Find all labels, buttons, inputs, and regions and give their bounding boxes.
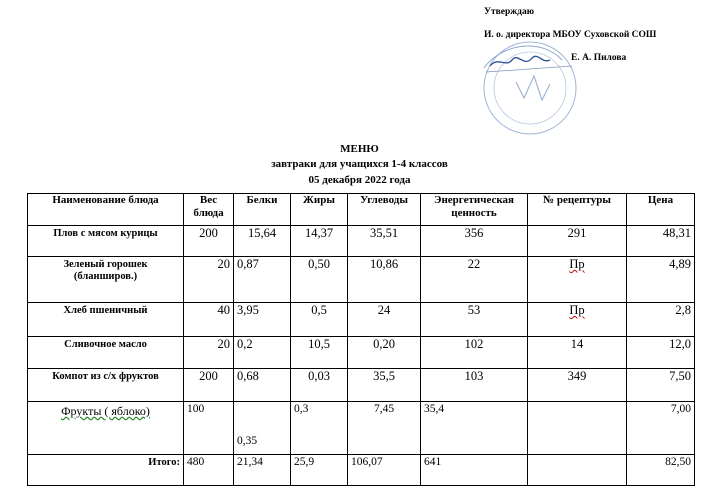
total-energy: 641 [421, 455, 528, 486]
header-row [28, 194, 695, 226]
dish-weight: 200 [184, 226, 234, 257]
dish-price: 7,50 [627, 369, 695, 402]
dish-energy: 35,4 [421, 402, 528, 455]
dish-protein: 3,95 [234, 303, 291, 337]
dish-name: Фрукты ( яблоко) [61, 404, 150, 418]
table-row [28, 303, 695, 337]
menu-table [27, 193, 695, 486]
dish-weight: 20 [184, 257, 234, 303]
dish-fat: 0,03 [291, 369, 348, 402]
dish-energy: 53 [421, 303, 528, 337]
dish-energy: 22 [421, 257, 528, 303]
approval-block [0, 0, 719, 130]
dish-weight: 40 [184, 303, 234, 337]
dish-price: 7,00 [627, 402, 695, 455]
total-protein: 21,34 [234, 455, 291, 486]
dish-price: 48,31 [627, 226, 695, 257]
dish-fat: 14,37 [291, 226, 348, 257]
dish-recipe: 291 [528, 226, 627, 257]
total-recipe [528, 455, 627, 486]
dish-carbs: 7,45 [348, 402, 421, 455]
dish-carbs: 0,20 [348, 337, 421, 369]
col-header-recipe: № рецептуры [528, 194, 627, 226]
dish-recipe: Пр [569, 257, 585, 271]
dish-name: Компот из с/х фруктов [28, 369, 184, 402]
total-carbs: 106,07 [348, 455, 421, 486]
dish-fat: 0,3 [291, 402, 348, 455]
dish-name: Сливочное масло [28, 337, 184, 369]
dish-fat: 10,5 [291, 337, 348, 369]
dish-weight: 200 [184, 369, 234, 402]
dish-recipe: Пр [569, 303, 585, 317]
dish-carbs: 35,51 [348, 226, 421, 257]
dish-price: 12,0 [627, 337, 695, 369]
dish-carbs: 10,86 [348, 257, 421, 303]
stamp-signature-icon [472, 38, 582, 138]
col-header-energy: Энергетическая ценность [421, 194, 528, 226]
dish-energy: 102 [421, 337, 528, 369]
dish-energy: 356 [421, 226, 528, 257]
menu-subtitle: завтраки для учащихся 1-4 классов [271, 158, 448, 170]
total-weight: 480 [184, 455, 234, 486]
table-row [28, 226, 695, 257]
dish-protein: 0,68 [234, 369, 291, 402]
col-header-name: Наименование блюда [28, 194, 184, 226]
dish-protein: 0,35 [234, 402, 291, 455]
table-row [28, 369, 695, 402]
dish-carbs: 35,5 [348, 369, 421, 402]
col-header-price: Цена [627, 194, 695, 226]
director-name: Е. А. Пилова [571, 53, 627, 63]
dish-name: Хлеб пшеничный [28, 303, 184, 337]
total-row [28, 455, 695, 486]
col-header-carbs: Углеводы [348, 194, 421, 226]
dish-carbs: 24 [348, 303, 421, 337]
dish-price: 4,89 [627, 257, 695, 303]
director-line: И. о. директора МБОУ Суховской СОШ [484, 30, 657, 40]
dish-protein: 15,64 [234, 226, 291, 257]
dish-protein: 0,87 [234, 257, 291, 303]
menu-date: 05 декабря 2022 года [308, 174, 411, 186]
dish-energy: 103 [421, 369, 528, 402]
dish-protein: 0,2 [234, 337, 291, 369]
total-price: 82,50 [627, 455, 695, 486]
table-row [28, 337, 695, 369]
dish-name: Плов с мясом курицы [28, 226, 184, 257]
dish-recipe: 349 [528, 369, 627, 402]
dish-price: 2,8 [627, 303, 695, 337]
dish-recipe: 14 [528, 337, 627, 369]
total-fat: 25,9 [291, 455, 348, 486]
dish-fat: 0,50 [291, 257, 348, 303]
table-row [28, 257, 695, 303]
dish-weight: 20 [184, 337, 234, 369]
table-row [28, 402, 695, 455]
col-header-weight: Вес блюда [184, 194, 234, 226]
dish-fat: 0,5 [291, 303, 348, 337]
dish-name: Зеленый горошек (бланширов.) [28, 257, 184, 303]
col-header-fat: Жиры [291, 194, 348, 226]
dish-weight: 100 [184, 402, 234, 455]
total-label: Итого: [28, 455, 184, 486]
approve-label: Утверждаю [484, 7, 534, 17]
menu-title: МЕНЮ [340, 143, 379, 155]
col-header-protein: Белки [234, 194, 291, 226]
dish-recipe [528, 402, 627, 455]
